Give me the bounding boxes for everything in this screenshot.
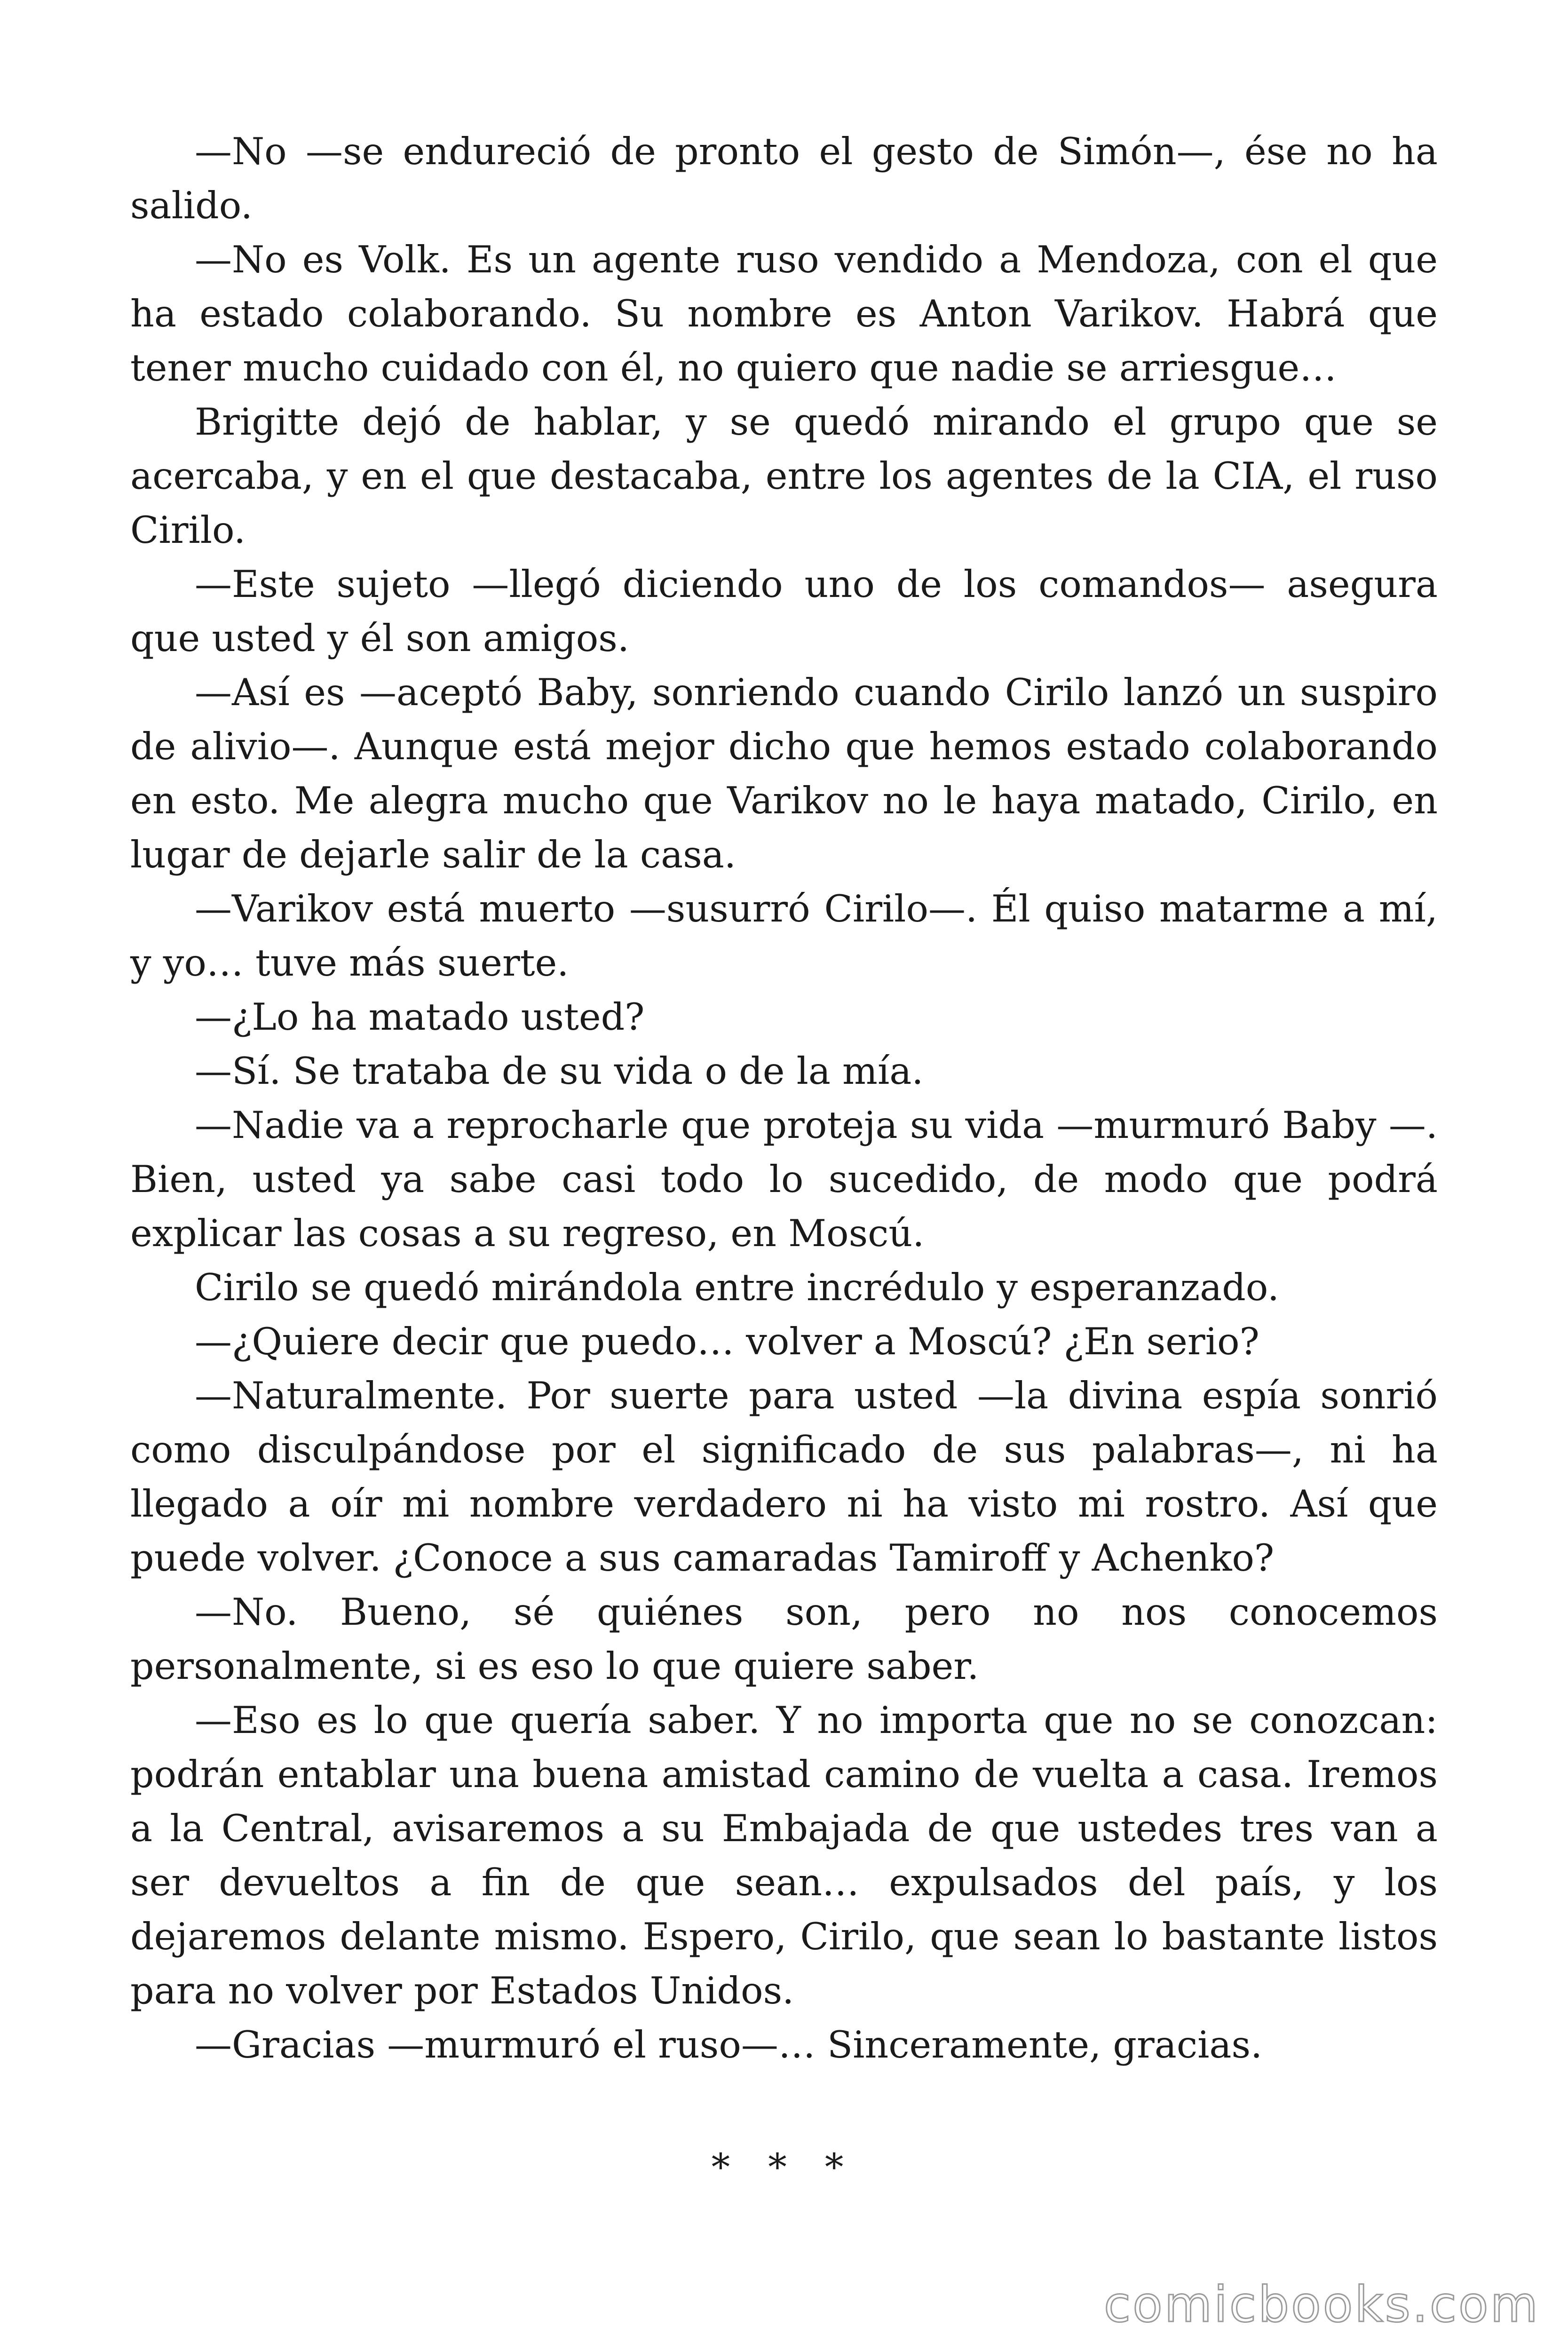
page-text bbox=[130, 125, 1438, 2072]
paragraph: —Este sujeto —llegó diciendo uno de los comandos— asegura que usted y él son amigos. bbox=[130, 563, 1438, 660]
paragraph: —Varikov está muerto —susurró Cirilo—. Él quiso matarme a mí, y yo… tuve más suerte. bbox=[130, 887, 1438, 985]
paragraph: —Naturalmente. Por suerte para usted —la divina espía sonrió como disculpándose por el significado de sus palabras—, ni ha llegado a oír mi nombre verdadero ni ha visto mi rostro. Así que puede volver. ¿Conoce a sus camaradas Tamiroff y Achenko? bbox=[130, 1374, 1438, 1580]
paragraph: —Sí. Se trataba de su vida o de la mía. bbox=[195, 1049, 924, 1093]
watermark: comicbooks.com bbox=[1103, 2276, 1540, 2333]
paragraph: —Nadie va a reprocharle que proteja su vida —murmuró Baby —. Bien, usted ya sabe casi todo lo sucedido, de modo que podrá explicar las cosas a su regreso, en Moscú. bbox=[130, 1104, 1438, 1255]
paragraph: —Así es —aceptó Baby, sonriendo cuando Cirilo lanzó un suspiro de alivio—. Aunque está mejor dicho que hemos estado colaborando en esto. Me alegra mucho que Varikov no le haya matado, Cirilo, en lugar de dejarle salir de la casa. bbox=[130, 671, 1438, 876]
paragraph: —¿Lo ha matado usted? bbox=[195, 995, 645, 1039]
paragraph: —No es Volk. Es un agente ruso vendido a Mendoza, con el que ha estado colaborando. Su nombre es Anton Varikov. Habrá que tener mucho cuidado con él, no quiero que nadie se arriesgue… bbox=[130, 238, 1438, 389]
paragraph: Cirilo se quedó mirándola entre incrédulo y esperanzado. bbox=[195, 1266, 1280, 1309]
paragraph: —Gracias —murmuró el ruso—… Sinceramente, gracias. bbox=[195, 2023, 1263, 2066]
paragraph: —No —se endureció de pronto el gesto de Simón—, ése no ha salido. bbox=[130, 130, 1438, 227]
paragraph: —No. Bueno, sé quiénes son, pero no nos conocemos personalmente, si es eso lo que quiere saber. bbox=[130, 1590, 1438, 1688]
section-separator: * * * bbox=[711, 2145, 857, 2189]
paragraph: —¿Quiere decir que puedo… volver a Moscú? ¿En serio? bbox=[195, 1320, 1259, 1363]
paragraph: —Eso es lo que quería saber. Y no importa que no se conozcan: podrán entablar una buena amistad camino de vuelta a casa. Iremos a la Central, avisaremos a su Embajada de que ustedes tres van a ser devueltos a fin de que sean… expulsados del país, y los dejaremos delante mismo. Espero, Cirilo, que sean lo bastante listos para no volver por Estados Unidos. bbox=[130, 1699, 1438, 2012]
paragraph: Brigitte dejó de hablar, y se quedó mirando el grupo que se acercaba, y en el que destacaba, entre los agentes de la CIA, el ruso Cirilo. bbox=[130, 400, 1438, 552]
